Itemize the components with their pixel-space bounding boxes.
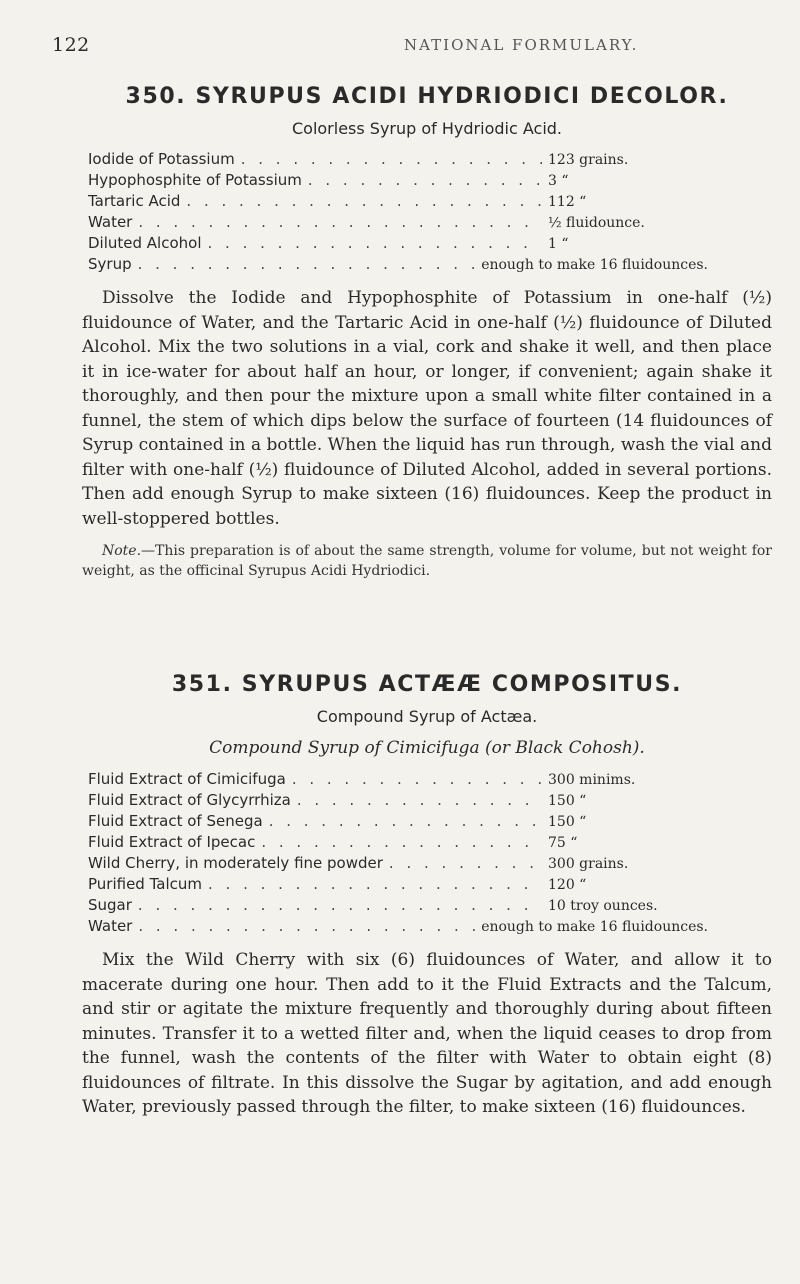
ingredient-quantity: 112 “: [548, 194, 587, 210]
ingredient-row: [88, 854, 708, 875]
ingredient-row: [88, 255, 708, 276]
ingredient-quantity: enough to make 16 fluidounces.: [481, 919, 708, 935]
ingredient-name: Wild Cherry, in moderately fine powder: [88, 854, 383, 872]
note-text: —This preparation is of about the same strength, volume for volume, but not weight for weight, as the officinal Syrupus Acidi Hydriodici.: [82, 543, 772, 579]
dot-leader: [208, 875, 542, 893]
running-title: NATIONAL FORMULARY.: [404, 36, 639, 54]
ingredient-name: Fluid Extract of Glycyrrhiza: [88, 791, 291, 809]
ingredient-name: Water: [88, 917, 133, 935]
ingredient-row: [88, 171, 708, 192]
ingredient-row: [88, 791, 708, 812]
ingredient-row: [88, 917, 708, 938]
ingredient-row: [88, 213, 708, 234]
ingredient-name: Fluid Extract of Ipecac: [88, 833, 256, 851]
dot-leader: [389, 854, 542, 872]
ingredient-quantity: 10 troy ounces.: [548, 898, 658, 914]
ingredient-list: [88, 770, 708, 938]
ingredient-row: [88, 192, 708, 213]
dot-leader: [297, 791, 542, 809]
ingredient-row: [88, 812, 708, 833]
dot-leader: [292, 770, 542, 788]
dot-leader: [208, 234, 543, 252]
ingredient-name: Syrup: [88, 255, 132, 273]
running-head: [52, 34, 770, 64]
ingredient-quantity: 3 “: [548, 173, 569, 189]
recipe-subtitle: Colorless Syrup of Hydriodic Acid.: [291, 119, 562, 138]
recipe-351: [82, 672, 772, 1120]
note-label: Note.: [102, 543, 142, 559]
dot-leader: [261, 833, 542, 851]
ingredient-name: Diluted Alcohol: [88, 234, 202, 252]
recipe-350: [82, 84, 772, 581]
ingredient-quantity: 150 “: [548, 793, 587, 809]
ingredient-quantity: enough to make 16 fluidounces.: [481, 257, 708, 273]
dot-leader: [308, 171, 542, 189]
ingredient-quantity: 300 minims.: [548, 772, 636, 788]
ingredient-row: [88, 234, 708, 255]
recipe-directions: Dissolve the Iodide and Hypophosphite of Potassium in one-half (½) fluidounce of Water, and the Tartaric Acid in one-half (½) fluidounce of Diluted Alcohol. Mix the two solutions in a vial, cork and shake it well, and then place it in ice-water for about half an hour, or longer, if convenient; again shake it thoroughly, and then pour the mixture upon a small white filter contained in a funnel, the stem of which dips below the surface of fourteen (14 fluidounces of Syrup contained in a bottle. When the liquid has run through, wash the vial and filter with one-half (½) fluidounce of Diluted Alcohol, added in several portions. Then add enough Syrup to make sixteen (16) fluidounces. Keep the product in well-stoppered bottles.: [82, 288, 772, 529]
dot-leader: [138, 917, 475, 935]
ingredient-name: Sugar: [88, 896, 132, 914]
ingredient-name: Purified Talcum: [88, 875, 202, 893]
dot-leader: [241, 150, 542, 168]
ingredient-name: Fluid Extract of Senega: [88, 812, 263, 830]
dot-leader: [138, 213, 542, 231]
ingredient-quantity: 123 grains.: [548, 152, 629, 168]
ingredient-quantity: 75 “: [548, 835, 578, 851]
dot-leader: [138, 896, 542, 914]
recipe-note: [82, 541, 772, 581]
ingredient-name: Iodide of Potassium: [88, 150, 235, 168]
ingredient-name: Hypophosphite of Potassium: [88, 171, 302, 189]
recipe-alt-name: Compound Syrup of Cimicifuga (or Black Cohosh).: [209, 738, 645, 758]
recipe-heading: 350. SYRUPUS ACIDI HYDRIODICI DECOLOR.: [125, 84, 729, 109]
ingredient-name: Fluid Extract of Cimicifuga: [88, 770, 286, 788]
ingredient-row: [88, 896, 708, 917]
page-number: 122: [52, 34, 90, 56]
recipe-heading: 351. SYRUPUS ACTÆÆ COMPOSITUS.: [171, 672, 683, 697]
dot-leader: [269, 812, 542, 830]
ingredient-quantity: 120 “: [548, 877, 587, 893]
ingredient-row: [88, 875, 708, 896]
dot-leader: [186, 192, 542, 210]
ingredient-quantity: ½ fluidounce.: [548, 215, 645, 231]
dot-leader: [138, 255, 476, 273]
ingredient-row: [88, 770, 708, 791]
ingredient-name: Water: [88, 213, 133, 231]
ingredient-quantity: 150 “: [548, 814, 587, 830]
ingredient-name: Tartaric Acid: [88, 192, 181, 210]
ingredient-quantity: 300 grains.: [548, 856, 629, 872]
recipe-directions: Mix the Wild Cherry with six (6) fluidounces of Water, and allow it to macerate during one hour. Then add to it the Fluid Extracts and the Talcum, and stir or agitate the mixture frequently and thoroughly during about fifteen minutes. Transfer it to a wetted filter and, when the liquid ceases to drop from the funnel, wash the contents of the filter with Water to obtain eight (8) fluidounces of filtrate. In this dissolve the Sugar by agitation, and add enough Water, previously passed through the filter, to make sixteen (16) fluidounces.: [82, 950, 772, 1117]
ingredient-list: [88, 150, 708, 276]
ingredient-row: [88, 150, 708, 171]
ingredient-quantity: 1 “: [548, 236, 569, 252]
ingredient-row: [88, 833, 708, 854]
recipe-subtitle: Compound Syrup of Actæa.: [316, 707, 538, 726]
